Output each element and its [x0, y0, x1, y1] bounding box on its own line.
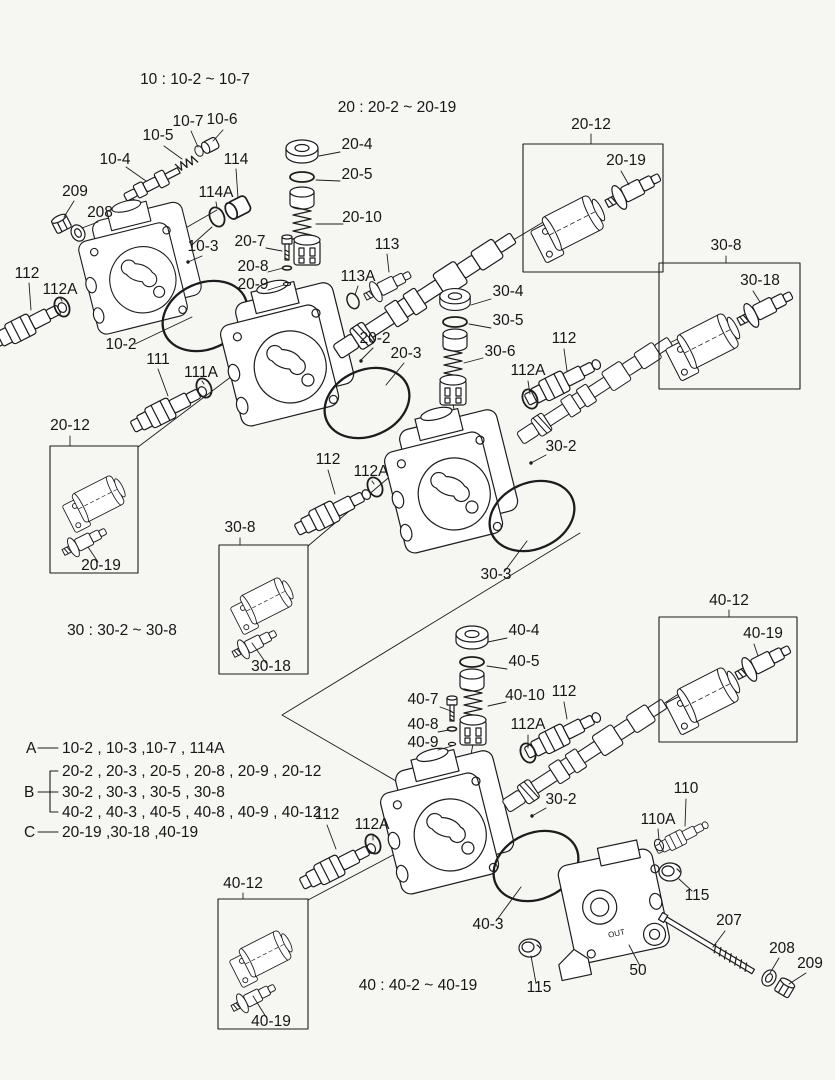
part-label-112a: 112A: [353, 463, 389, 480]
part-label-40-8: 40-8: [407, 716, 439, 733]
part-label-111a: 111A: [184, 364, 218, 381]
part-30-4-plug: [440, 289, 470, 311]
part-115-plug: [519, 939, 541, 957]
part-label-114a: 114A: [198, 184, 234, 201]
section-title-40: 40 : 40-2 ~ 40-19: [358, 977, 478, 994]
part-20-10-spring: [293, 207, 311, 239]
part-20-19-cartridge: [601, 165, 665, 215]
part-label-40-5: 40-5: [508, 653, 540, 670]
part-label-40-7: 40-7: [407, 691, 439, 708]
part-label-10-2: 10-2: [105, 336, 137, 353]
part-label-40-10: 40-10: [505, 687, 545, 704]
part-114A-ring: [207, 205, 228, 229]
part-label-208: 208: [87, 204, 113, 221]
part-30-cap: [443, 329, 467, 351]
part-label-115: 115: [684, 887, 710, 904]
part-label-40-19: 40-19: [251, 1013, 291, 1030]
part-label-10-3: 10-3: [187, 238, 219, 255]
part-label-30-18: 30-18: [740, 272, 780, 289]
legend-items-b-2: 40-2 , 40-3 , 40-5 , 40-8 , 40-9 , 40-12: [62, 804, 322, 821]
outlet-section-50: [537, 837, 678, 981]
part-20-poppet: [294, 235, 320, 265]
part-label-115: 115: [526, 979, 552, 996]
legend-key-b: B: [24, 784, 35, 801]
part-label-112: 112: [14, 265, 40, 282]
legend-items-b-1: 30-2 , 30-3 , 30-5 , 30-8: [62, 784, 225, 801]
part-112-cartridge: [297, 837, 380, 894]
part-label-112: 112: [315, 451, 341, 468]
part-209-nut: [774, 976, 796, 998]
part-40-19-cartridge: [731, 637, 795, 687]
part-label-30-5: 30-5: [492, 312, 524, 329]
part-label-10-6: 10-6: [206, 111, 238, 128]
part-label-30-4: 30-4: [492, 283, 524, 300]
part-label-20-19: 20-19: [606, 152, 646, 169]
solenoid-30-8-right: [662, 310, 747, 381]
part-111-cartridge: [128, 380, 211, 437]
part-label-40-12: 40-12: [709, 592, 749, 609]
part-20-5-ring: [290, 172, 314, 182]
part-label-20-4: 20-4: [341, 136, 373, 153]
part-label-112: 112: [314, 806, 340, 823]
part-label-30-2: 30-2: [545, 791, 577, 808]
part-label-20-7: 20-7: [234, 233, 266, 250]
part-20-8-ring: [283, 266, 292, 270]
part-label-110a: 110A: [640, 811, 676, 828]
part-40-cap: [460, 669, 484, 691]
part-label-40-4: 40-4: [508, 622, 540, 639]
part-20-7-bolt: [282, 235, 292, 260]
part-40-poppet: [460, 715, 486, 745]
legend-items-b-0: 20-2 , 20-3 , 20-5 , 20-8 , 20-9 , 20-12: [62, 763, 322, 780]
part-label-10-4: 10-4: [99, 151, 131, 168]
part-label-208: 208: [769, 940, 795, 957]
valve-body-section-30: [373, 395, 524, 556]
solenoid-20-12-left: [59, 472, 131, 533]
part-label-30-18: 30-18: [251, 658, 291, 675]
section-title-30: 30 : 30-2 ~ 30-8: [67, 622, 177, 639]
legend-key-a: A: [26, 740, 37, 757]
part-40-5-ring: [460, 657, 484, 667]
part-label-20-9: 20-9: [237, 276, 269, 293]
solenoid-40-12-right: [662, 664, 747, 735]
spool-section-40: [499, 694, 670, 817]
part-label-40-12: 40-12: [223, 875, 263, 892]
part-label-20-10: 20-10: [342, 209, 382, 226]
part-label-112a: 112A: [510, 362, 546, 379]
part-label-40-3: 40-3: [472, 916, 504, 933]
part-10-4-spool: [122, 163, 183, 204]
part-label-114: 114: [223, 151, 249, 168]
part-label-10-5: 10-5: [142, 127, 174, 144]
part-label-20-12: 20-12: [571, 116, 611, 133]
part-label-out: OUT: [607, 927, 626, 940]
part-40-7-bolt: [447, 696, 457, 721]
part-label-112a: 112A: [354, 816, 390, 833]
part-label-30-8: 30-8: [224, 519, 256, 536]
part-30-5-ring: [443, 317, 467, 327]
part-label-40-19: 40-19: [743, 625, 783, 642]
part-label-112: 112: [551, 683, 577, 700]
part-label-209: 209: [62, 183, 88, 200]
solenoid-40-12-left: [226, 927, 298, 988]
part-label-20-5: 20-5: [341, 166, 373, 183]
part-20-cap: [290, 187, 314, 209]
section-title-20: 20 : 20-2 ~ 20-19: [337, 99, 457, 116]
legend-key-c: C: [24, 824, 36, 841]
part-label-111: 111: [146, 351, 170, 368]
part-label-110: 110: [673, 780, 699, 797]
part-label-30-6: 30-6: [484, 343, 516, 360]
part-115-plug: [659, 863, 681, 881]
part-112-cartridge: [292, 483, 375, 540]
part-30-poppet: [440, 375, 466, 405]
part-label-20-12: 20-12: [50, 417, 90, 434]
part-40-9-ring: [448, 742, 455, 745]
part-208-washer: [759, 967, 779, 988]
legend-brackets: [38, 748, 58, 832]
part-label-30-3: 30-3: [480, 566, 512, 583]
part-40-19-cartridge: [228, 978, 279, 1018]
part-label-30-8: 30-8: [710, 237, 742, 254]
legend-items-c-0: 20-19 ,30-18 ,40-19: [62, 824, 199, 841]
part-label-20-2: 20-2: [359, 330, 391, 347]
part-label-20-3: 20-3: [390, 345, 422, 362]
part-label-112a: 112A: [510, 716, 546, 733]
part-label-207: 207: [716, 912, 742, 929]
part-label-113a: 113A: [340, 268, 376, 285]
part-label-20-19: 20-19: [81, 557, 121, 574]
part-label-112a: 112A: [42, 281, 78, 298]
solenoid-20-12-right: [527, 192, 612, 263]
part-113A-ring: [345, 291, 362, 310]
section-title-10: 10 : 10-2 ~ 10-7: [140, 71, 250, 88]
part-label-20-8: 20-8: [237, 258, 269, 275]
part-label-113: 113: [374, 236, 400, 253]
legend-items-a-0: 10-2 , 10-3 ,10-7 , 114A: [62, 740, 225, 757]
part-40-4-plug: [456, 626, 488, 649]
part-label-50: 50: [629, 962, 647, 979]
part-label-209: 209: [797, 955, 823, 972]
part-label-10-7: 10-7: [172, 113, 204, 130]
part-20-4-plug: [286, 140, 318, 163]
part-label-112: 112: [551, 330, 577, 347]
part-209-nut: [50, 212, 72, 234]
part-112-cartridge: [0, 296, 71, 353]
part-label-30-2: 30-2: [545, 438, 577, 455]
part-10-5-spring: [175, 155, 197, 172]
valve-body-section-40: [369, 736, 520, 897]
part-30-18-cartridge: [733, 283, 797, 333]
solenoid-30-8-left: [227, 574, 299, 635]
part-label-40-9: 40-9: [407, 734, 439, 751]
